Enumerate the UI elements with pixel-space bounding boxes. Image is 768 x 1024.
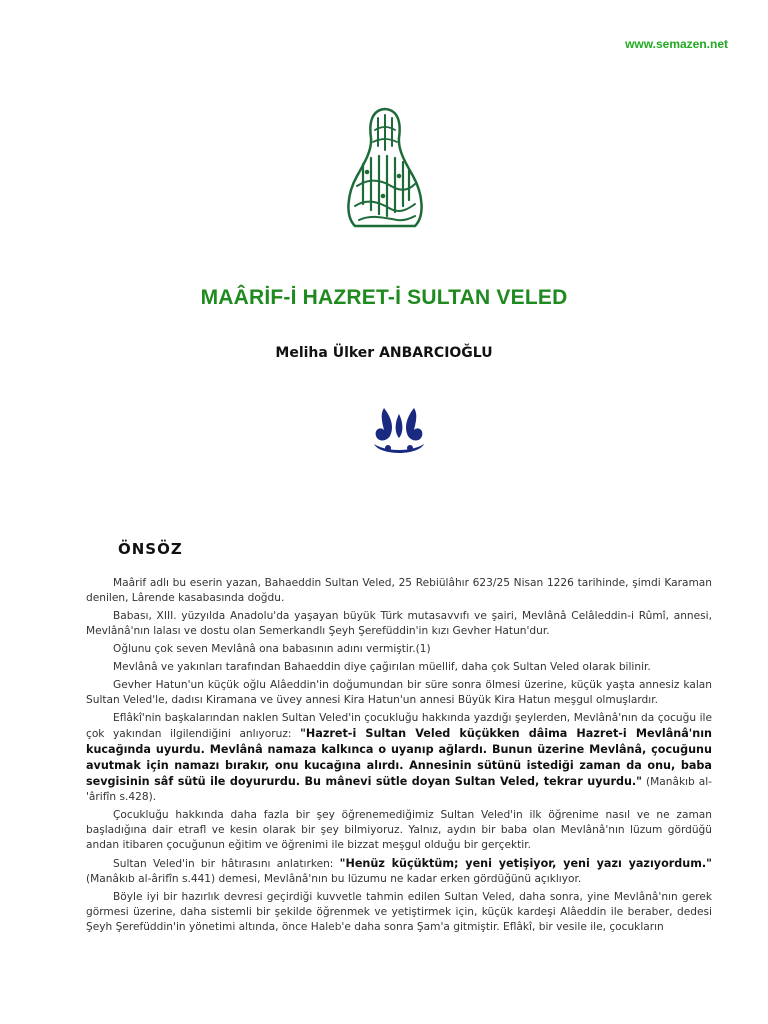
paragraph-text: Eflâkî'nin başkalarından naklen Sultan Veled'in çocukluğu hakkında yazdığı şeylerden, Mevlânâ'nın da çocuğu ile çok yakından ilgilendiğini anlıyoruz: [86,712,712,740]
paragraph: Maârif adlı bu eserin yazan, Bahaeddin Sultan Veled, 25 Rebiülâhır 623/25 Nisan 1226 tarihinde, şimdi Karaman denilen, Lârende kasabasında doğdu. [86,577,712,604]
paragraph: Mevlânâ ve yakınları tarafından Bahaeddin diye çağırılan müellif, daha çok Sultan Veled olarak bilinir. [113,661,651,673]
paragraph-text: Sultan Veled'in bir hâtırasını anlatırken: [113,858,340,870]
quote-text: "Henüz küçüktüm; yeni yetişiyor, yeni yazı yazıyordum." [339,857,712,870]
quote-text: "Hazret-i Sultan Veled küçükken dâima Hazret-i Mevlânâ'nın kucağında uyurdu. Mevlânâ namaza kalkınca o uyanıp ağlardı. Bunun üzerine Mevlânâ, çocuğunu avutmak için namazı bırakır, onu kucağına alırdı. Annesinin sütünü istediği zaman da onu, baba sevgisinin sâf sütü ile doyururdu. Bu mânevi sütle doyan Sultan Veled, tekrar uyurdu." [86,727,712,788]
calligraphy-seal-icon [345,106,425,230]
site-link[interactable]: www.semazen.net [625,37,728,51]
paragraph: Böyle iyi bir hazırlık devresi geçirdiği kuvvetle tahmin edilen Sultan Veled, daha sonra, yine Mevlânâ'nın gerek görmesi üzerine, daha sistemli bir şekilde öğrenmek ve yetiştirmek için, küçük kardeşi Alâeddin ile beraber, dedesi Şeyh Şerefüddin'in yönetimi altında, önce Haleb'e daha sonra Şam'a gitmiştir. Eflâkî, bir vesile ile, çocukların [86,891,712,933]
section-heading: ÖNSÖZ [118,540,183,558]
paragraph: Babası, XIII. yüzyılda Anadolu'da yaşayan büyük Türk mutasavvıfı ve şairi, Mevlânâ Celâleddin-i Rûmî, annesi, Mevlânâ'nın lalası ve dostu olan Semerkandlı Şeyh Şerefüddin'in kızı Gevher Hatun'dur. [86,610,712,637]
paragraph: Gevher Hatun'un küçük oğlu Alâeddin'in doğumundan bir süre sonra ölmesi üzerine, küçük yaşta annesiz kalan Sultan Veled'le, dadısı Kiramana ve üvey annesi Kira Hatun'un annesi Büyük Kira Hatun meşgul olmuşlardır. [86,679,712,706]
paragraph [86,856,712,887]
paragraph: Oğlunu çok seven Mevlânâ ona babasının adını vermiştir.(1) [113,643,431,655]
paragraph: Çocukluğu hakkında daha fazla bir şey öğrenemediğimiz Sultan Veled'in ilk öğrenime nasıl ve ne zaman başladığına dair etrafl ve kesin olarak bir şey bilmiyoruz. Yalnız, aydın bir baba olan Mevlânâ'nın lüzum gördüğü andan itibaren çocuğunun eğitim ve öğrenimi ile bizzat meşgul olduğu bir gerçektir. [86,809,712,851]
paragraph [86,711,712,805]
author-name: Meliha Ülker ANBARCIOĞLU [275,345,493,361]
document-body [86,576,712,938]
citation-text: (Manâkıb al-'ârifîn s.428). [86,776,712,803]
citation-text: (Manâkıb al-ârifîn s.441) demesi, Mevlânâ'nın bu lüzumu ne kadar erken gördüğünü açıklıyor. [86,873,582,885]
document-title: MAÂRİF-İ HAZRET-İ SULTAN VELED [200,286,568,309]
ornament-icon [370,404,428,460]
